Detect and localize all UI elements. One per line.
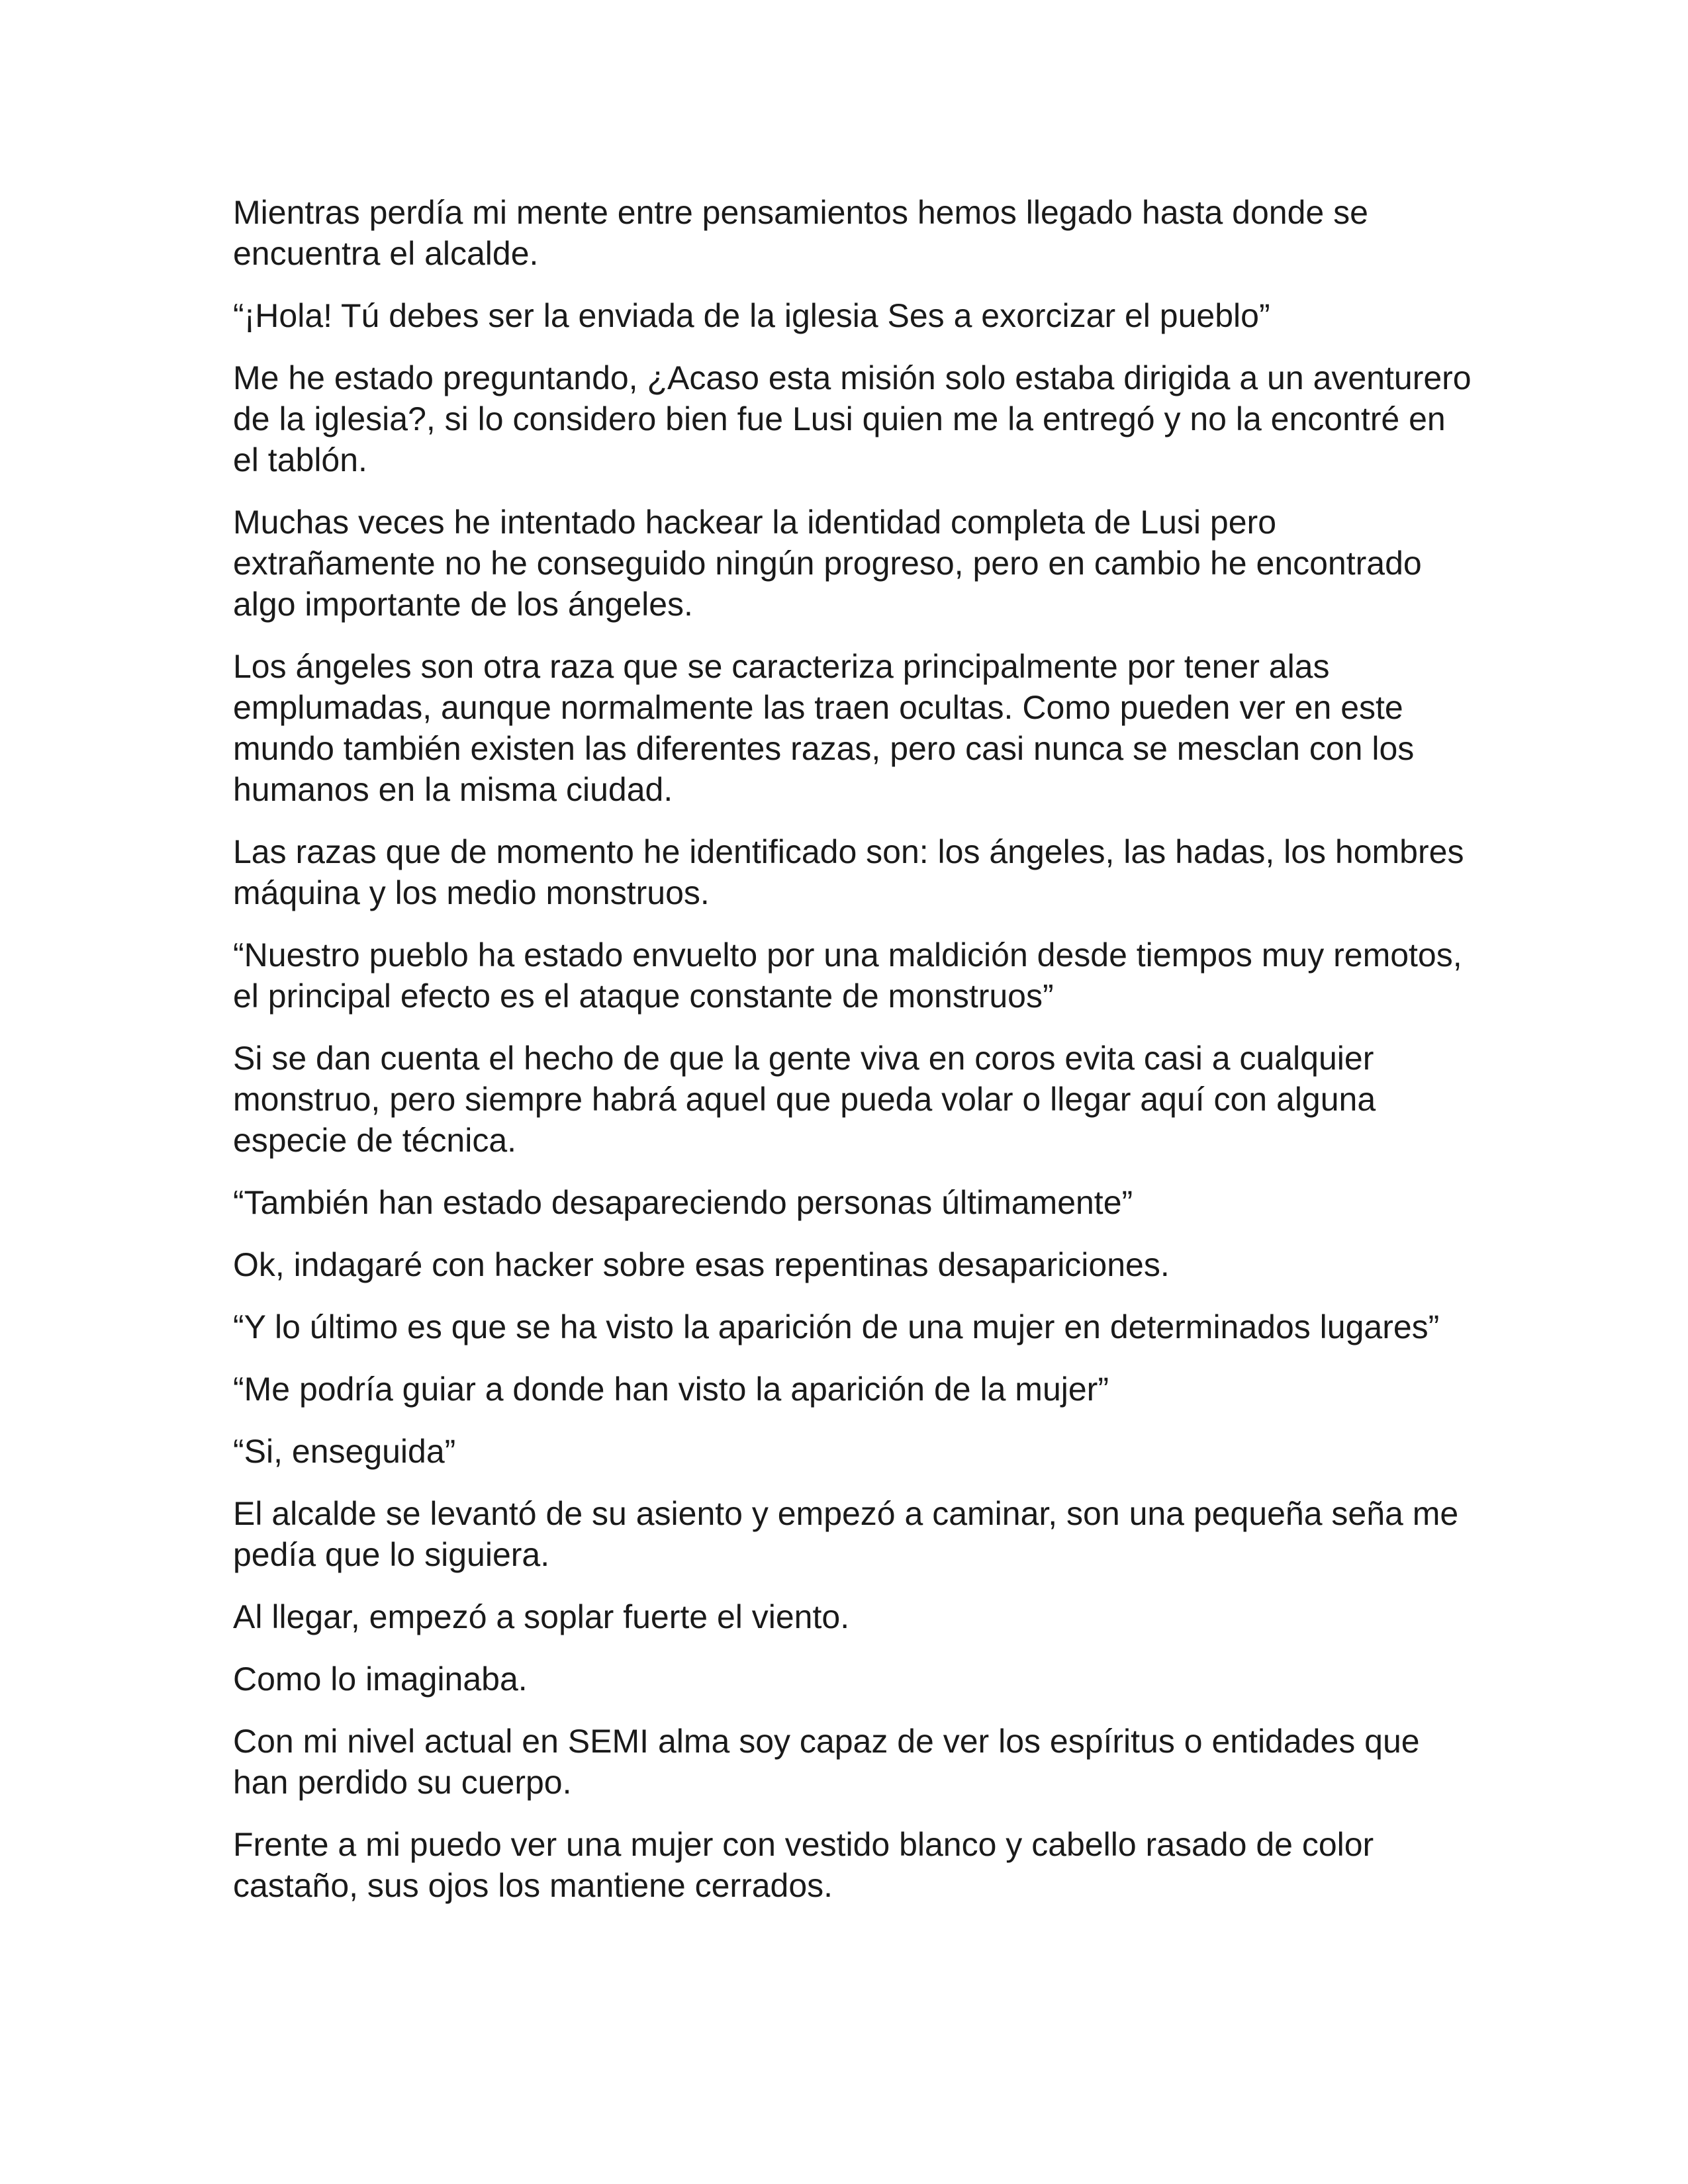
- paragraph-2: “¡Hola! Tú debes ser la enviada de la iglesia Ses a exorcizar el pueblo”: [233, 297, 1270, 334]
- paragraph-4: Muchas veces he intentado hackear la identidad completa de Lusi pero extrañamente no he conseguido ningún progreso, pero en cambio he encontrado algo importante de los ángeles.: [233, 504, 1422, 623]
- paragraph-13: “Si, enseguida”: [233, 1433, 456, 1470]
- paragraph-18: Frente a mi puedo ver una mujer con vestido blanco y cabello rasado de color castaño, sus ojos los mantiene cerrados.: [233, 1826, 1374, 1904]
- paragraph-11: “Y lo último es que se ha visto la aparición de una mujer en determinados lugares”: [233, 1308, 1440, 1345]
- paragraph-17: Con mi nivel actual en SEMI alma soy capaz de ver los espíritus o entidades que han perdido su cuerpo.: [233, 1723, 1420, 1801]
- paragraph-5: Los ángeles son otra raza que se caracteriza principalmente por tener alas emplumadas, aunque normalmente las traen ocultas. Como pueden ver en este mundo también existen las diferentes razas, pero casi nunca se mesclan con los humanos en la misma ciudad.: [233, 648, 1415, 808]
- paragraph-8: Si se dan cuenta el hecho de que la gente viva en coros evita casi a cualquier monstruo, pero siempre habrá aquel que pueda volar o llegar aquí con alguna especie de técnica.: [233, 1040, 1376, 1159]
- paragraph-12: “Me podría guiar a donde han visto la aparición de la mujer”: [233, 1371, 1109, 1408]
- paragraph-16: Como lo imaginaba.: [233, 1661, 528, 1698]
- paragraph-9: “También han estado desapareciendo personas últimamente”: [233, 1184, 1133, 1221]
- paragraph-3: Me he estado preguntando, ¿Acaso esta misión solo estaba dirigida a un aventurero de la iglesia?, si lo considero bien fue Lusi quien me la entregó y no la encontré en el tablón.: [233, 359, 1472, 478]
- paragraph-7: “Nuestro pueblo ha estado envuelto por una maldición desde tiempos muy remotos, el principal efecto es el ataque constante de monstruos”: [233, 936, 1462, 1015]
- paragraph-15: Al llegar, empezó a soplar fuerte el viento.: [233, 1598, 850, 1635]
- paragraph-10: Ok, indagaré con hacker sobre esas repentinas desapariciones.: [233, 1246, 1170, 1283]
- paragraph-1: Mientras perdía mi mente entre pensamientos hemos llegado hasta donde se encuentra el alcalde.: [233, 194, 1368, 272]
- text-body: [233, 192, 1477, 1927]
- paragraph-14: El alcalde se levantó de su asiento y empezó a caminar, son una pequeña seña me pedía que lo siguiera.: [233, 1495, 1459, 1573]
- paragraph-6: Las razas que de momento he identificado son: los ángeles, las hadas, los hombres máquina y los medio monstruos.: [233, 833, 1464, 911]
